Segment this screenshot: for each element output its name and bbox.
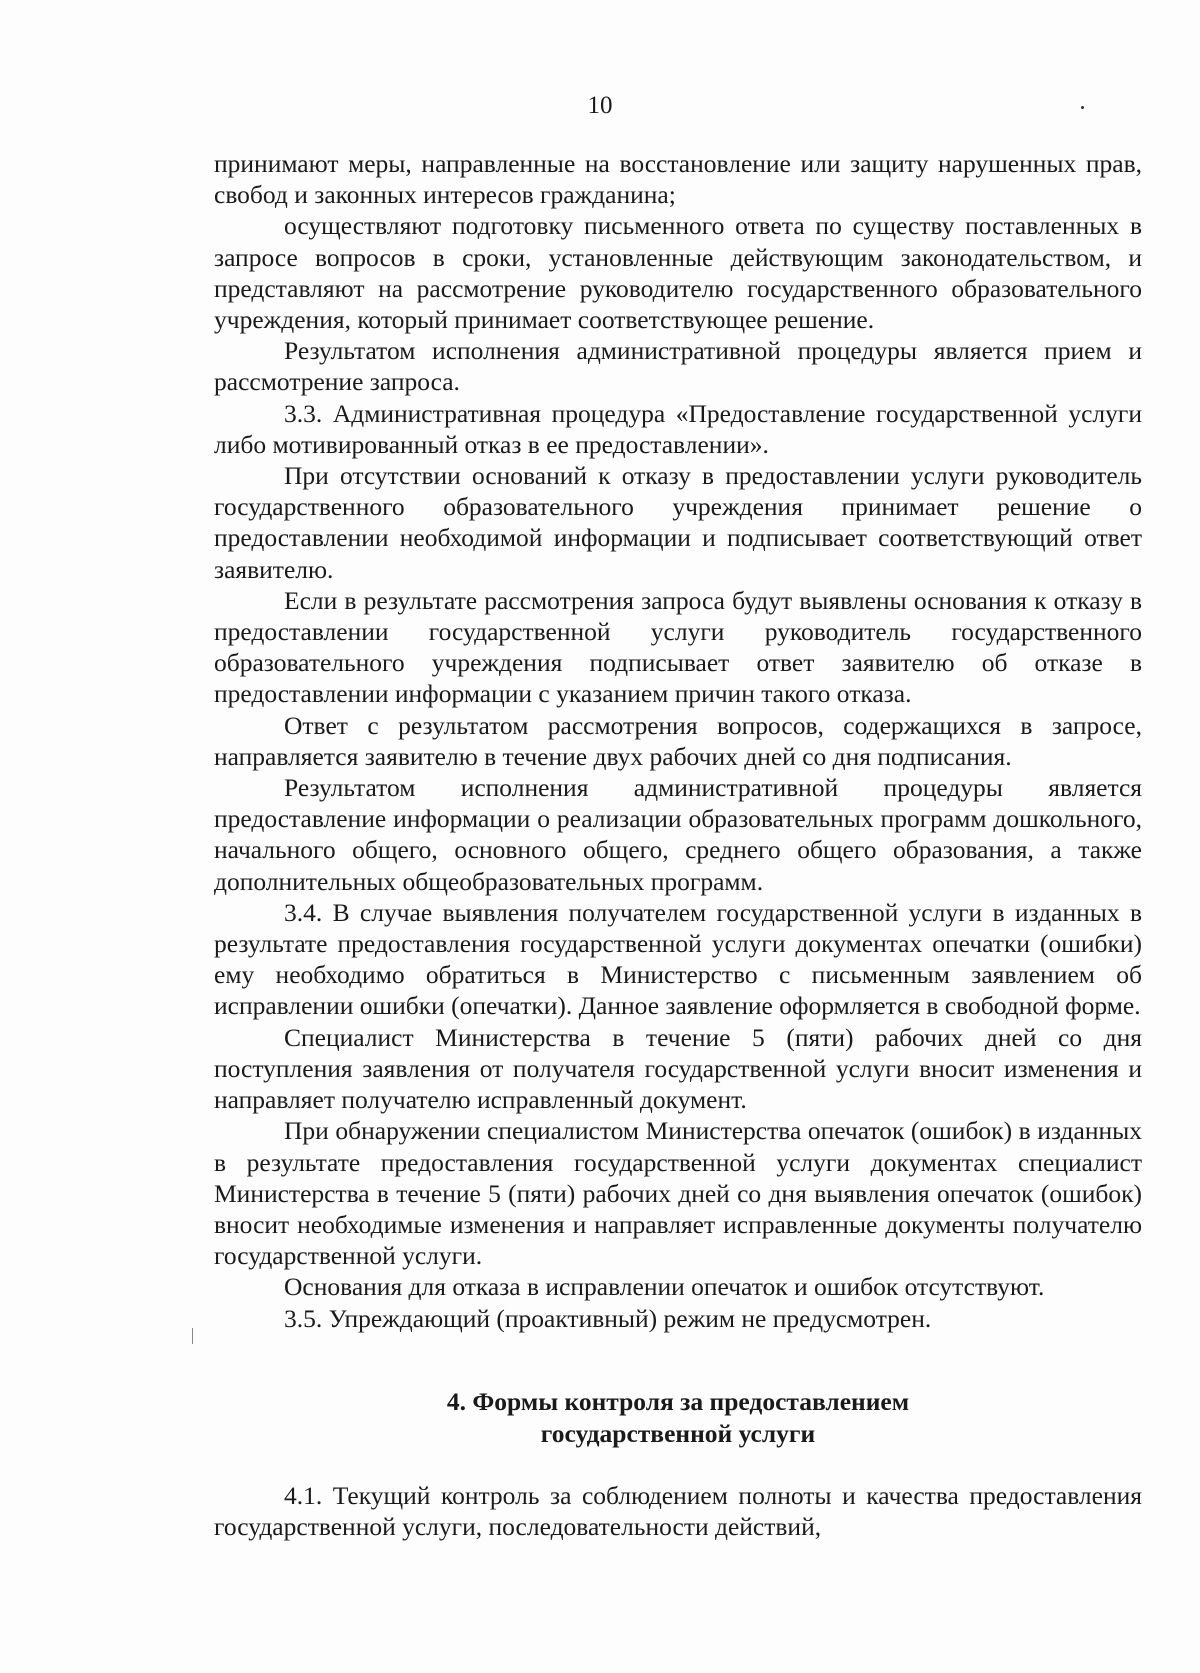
- paragraph: 3.5. Упреждающий (проактивный) режим не предусмотрен.: [284, 1303, 932, 1333]
- paragraph: Если в результате рассмотрения запроса будут выявлены основания к отказу в предоставлении государственной услуги руководитель государственного образовательного учреждения подписывает ответ заявителю об отказе в предоставлении информации с указанием причин такого отказа.: [214, 585, 1142, 709]
- paragraph: Специалист Министерства в течение 5 (пяти) рабочих дней со дня поступления заявления от получателя государственной услуги вносит изменения и направляет получателю исправленный документ.: [214, 1022, 1142, 1115]
- paragraph: 3.4. В случае выявления получателем государственной услуги в изданных в результате предоставления государственной услуги документах опечатки (ошибки) ему необходимо обратиться в Министерство с письменным заявлением об исправлении ошибки (опечатки). Данное заявление оформляется в свободной форме.: [214, 897, 1142, 1021]
- paragraph: 3.3. Административная процедура «Предоставление государственной услуги либо мотивированный отказ в ее предоставлении».: [214, 398, 1142, 459]
- page-number: 10: [587, 92, 613, 119]
- section-4-body: [214, 1480, 1142, 1542]
- paragraph: Ответ с результатом рассмотрения вопросов, содержащихся в запросе, направляется заявителю в течение двух рабочих дней со дня подписания.: [214, 710, 1142, 771]
- scan-artifact-mark: [192, 1328, 193, 1344]
- paragraph: При отсутствии оснований к отказу в предоставлении услуги руководитель государственного образовательного учреждения принимает решение о предоставлении необходимой информации и подписывает соответствующий ответ заявителю.: [214, 461, 1142, 584]
- paragraph: При обнаружении специалистом Министерства опечаток (ошибок) в изданных в результате предоставления государственной услуги документах специалист Министерства в течение 5 (пяти) рабочих дней со дня выявления опечаток (ошибок) вносит необходимые изменения и направляет исправленные документы получателю государственной услуги.: [214, 1116, 1142, 1271]
- paragraph: Результатом исполнения административной процедуры является прием и рассмотрение запроса.: [214, 336, 1142, 397]
- paragraph: Результатом исполнения административной процедуры является предоставление информации о реализации образовательных программ дошкольного, начального общего, основного общего, среднего общего образования, а также дополнительных общеобразовательных программ.: [214, 773, 1142, 896]
- paragraph: принимают меры, направленные на восстановление или защиту нарушенных прав, свобод и законных интересов гражданина;: [214, 149, 1142, 210]
- paragraph-4-1: 4.1. Текущий контроль за соблюдением полноты и качества предоставления государственной услуги, последовательности действий,: [214, 1481, 1142, 1542]
- section-4-heading-line-1: 4. Формы контроля за предоставлением: [446, 1387, 910, 1416]
- section-4-heading: [214, 1386, 1142, 1450]
- section-3-body: [214, 148, 1142, 1334]
- paragraph: осуществляют подготовку письменного ответа по существу поставленных в запросе вопросов в сроки, установленные действующим законодательством, и представляют на рассмотрение руководителю государственного образовательного учреждения, который принимает соответствующее решение.: [214, 211, 1142, 335]
- section-4-heading-line-2: государственной услуги: [540, 1419, 816, 1448]
- paragraph: Основания для отказа в исправлении опечаток и ошибок отсутствуют.: [284, 1272, 1045, 1302]
- scan-artifact-dot: [1081, 106, 1084, 109]
